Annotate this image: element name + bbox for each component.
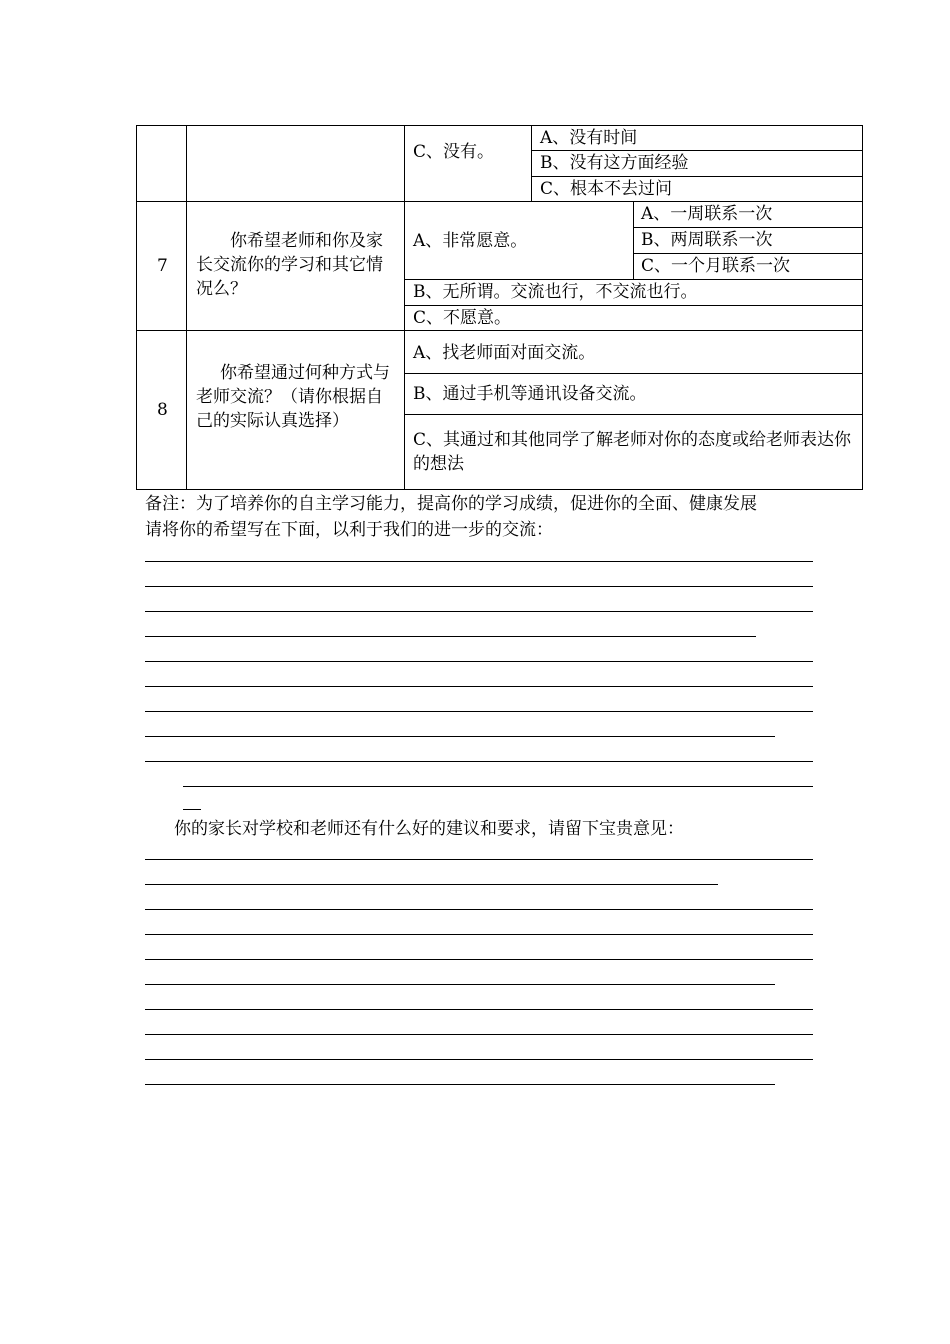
row7-number: 7 — [157, 256, 168, 276]
row7-option-c: C、不愿意。 — [413, 308, 512, 328]
note-line-1: 备注：为了培养你的自主学习能力，提高你的学习成绩，促进你的全面、健康发展 — [145, 494, 757, 514]
note-line-2: 请将你的希望写在下面，以利于我们的进一步的交流： — [145, 520, 553, 540]
row7-question: 你希望老师和你及家长交流你的学习和其它情况么？ — [196, 231, 383, 299]
row7-sub-option-c: C、一个月联系一次 — [641, 256, 791, 276]
row7-sub-option-b: B、两周联系一次 — [641, 230, 773, 250]
row8-number: 8 — [157, 400, 168, 420]
parents-prompt: 你的家长对学校和老师还有什么好的建议和要求，请留下宝贵意见： — [174, 819, 684, 839]
row8-option-b: B、通过手机等通讯设备交流。 — [413, 384, 647, 404]
row6-sub-option-c: C、根本不去过问 — [540, 179, 673, 199]
row6-sub-option-a: A、没有时间 — [540, 128, 638, 148]
row6-option-c: C、没有。 — [413, 142, 495, 162]
row8-option-c: C、其通过和其他同学了解老师对你的态度或给老师表达你的想法 — [413, 430, 852, 474]
row8-question: 你希望通过何种方式与老师交流？（请你根据自己的实际认真选择） — [196, 363, 390, 431]
row7-sub-option-a: A、一周联系一次 — [641, 204, 773, 224]
row6-sub-option-b: B、没有这方面经验 — [540, 153, 689, 173]
row7-option-b: B、无所谓。交流也行，不交流也行。 — [413, 282, 698, 302]
row7-option-a: A、非常愿意。 — [413, 231, 528, 251]
row8-option-a: A、找老师面对面交流。 — [413, 343, 596, 363]
